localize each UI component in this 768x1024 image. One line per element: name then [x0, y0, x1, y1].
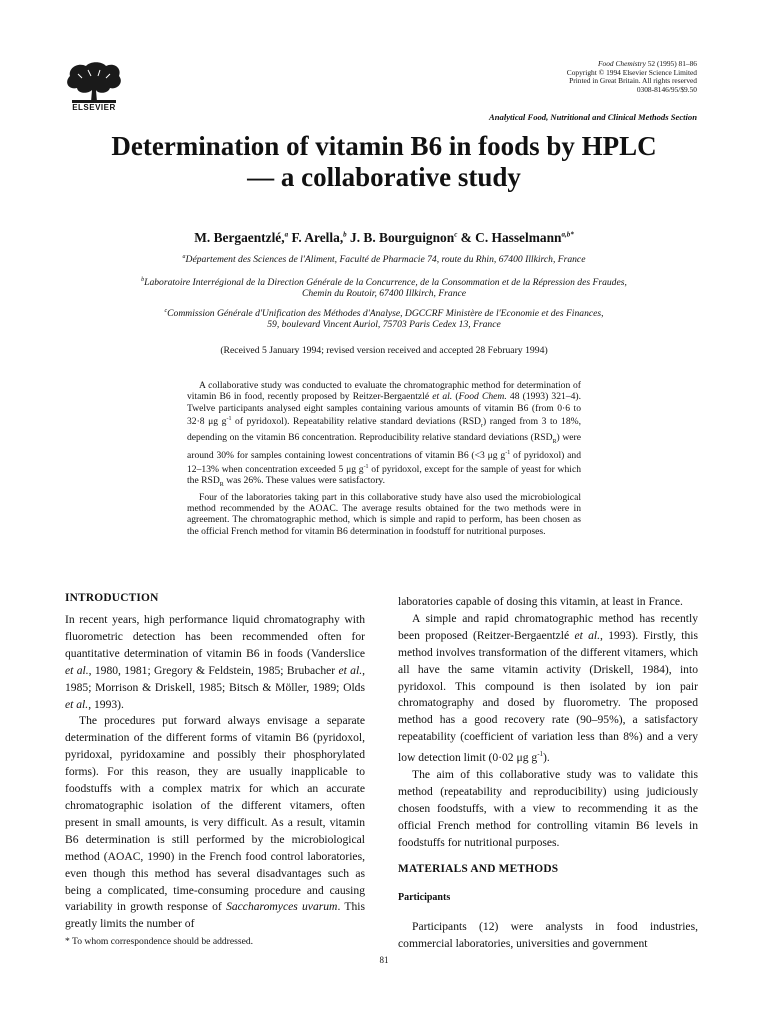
author-affiliation-mark: a,b* [561, 230, 574, 239]
subscript: r [481, 422, 483, 429]
body-text: In recent years, high performance liquid chromatography with fluorometric detection has been recommended often for quantitative determination of vitamin B6 in foods (Vanderslice [65, 613, 365, 660]
body-text: The procedures put forward always envisage a separate determination of the different forms of vitamin B6 (pyridoxol, pyridoxal, pyridoxamine and possibly their phosphorylated forms). For this reason, they are usually inapplicable to foodstuffs with a complex matrix for which an accurate chromatographic isolation of the different vitamers, often present in small amounts, is very difficult. As a result, vitamin B6 determination is still performed by the microbiological method (AOAC, 1990) in the French food control laboratories, even though this method has several disadvantages such as being a complicated, time-consuming procedure and causing variability in growth response of [65, 714, 365, 914]
tree-icon [64, 60, 124, 106]
body-italic: et al. [338, 663, 363, 677]
subscript: R [219, 482, 224, 489]
author-affiliation-mark: a [284, 230, 289, 239]
body-text: , 1980, 1981; Gregory & Feldstein, 1985; Brubacher [88, 663, 339, 677]
body-text: , 1993). [88, 697, 124, 711]
body-text: , 1993). Firstly, this method involves transformation of the different vitamers, which all have the same vitamin activity (Driskell, 1984), into pyridoxol. This compound is then isolated by ion pair chromatography and dosed by fluorometry. The proposed method has a good recovery rate (90–95%), a satisfactory repeatability (coefficient of variation less than 8%) and a very low detection limit (0·02 μg g [398, 628, 699, 765]
affiliation-b [60, 275, 708, 299]
abstract-paragraph-1 [187, 380, 581, 492]
author-affiliation-mark: c [454, 230, 458, 239]
title-line-2: — a collaborative study [247, 162, 521, 192]
journal-info [567, 60, 697, 94]
body-italic: et al. [65, 663, 89, 677]
journal-name: Food Chemistry [598, 59, 646, 68]
publisher-logo-text: ELSEVIER [72, 103, 116, 112]
copyright-line: Copyright © 1994 Elsevier Science Limited [566, 67, 697, 77]
body-paragraph: laboratories capable of dosing this vitamin, at least in France. [398, 595, 683, 608]
body-paragraph [65, 612, 365, 713]
left-column [65, 612, 365, 933]
abstract-italic: et al. [432, 391, 453, 403]
received-dates: (Received 5 January 1994; revised version received and accepted 28 February 1994) [220, 345, 548, 356]
body-paragraph [398, 611, 698, 767]
author-name: M. Bergaentzlé, [194, 230, 285, 245]
body-text: ). [543, 751, 550, 765]
abstract-journal-ref: Food Chem. [458, 391, 507, 403]
abstract-text: of pyridoxol). Repeatability relative standard deviations (RSD [231, 416, 481, 428]
subscript: R [552, 439, 557, 446]
page-number: 81 [379, 955, 389, 965]
body-paragraph: The aim of this collaborative study was to validate this method (repeatability and reproducibility) using judiciously chosen foodstuffs, with a view to recommending it as the official French method for controlling vitamin B6 levels in foodstuffs for nutritional purposes. [398, 767, 698, 849]
body-text: . This greatly limits the number of [65, 900, 366, 931]
affiliation-text: Commission Générale d'Unification des Méthodes d'Analyse, DGCCRF Ministère de l'Economie et des Finances, [167, 308, 604, 320]
abstract-text: ) were around 30% for samples containing lowest concentrations of vitamin B6 (<3 μg g [187, 432, 581, 462]
affiliation-mark: c [164, 308, 168, 314]
author-name: J. B. Bourguignon [346, 230, 455, 245]
affiliation-a [60, 252, 708, 265]
superscript: -1 [226, 415, 232, 422]
author-name: F. Arella, [288, 230, 344, 245]
superscript: -1 [505, 450, 511, 457]
abstract-paragraph-2: Four of the laboratories taking part in this collaborative study have also used the microbiological method recommended by the AOAC. The average results obtained for the two methods were in agreement. The chromatographic method, which is simple and rapid to perform, has been chosen as the official French method for vitamin B6 determination in foodstuff for nutritional purposes. [187, 491, 581, 537]
affiliation-mark: b [141, 277, 145, 283]
correspondence-footnote: * To whom correspondence should be addressed. [65, 936, 254, 947]
participants-text [398, 919, 698, 953]
abstract-text: ( [452, 391, 459, 403]
superscript: -1 [537, 750, 544, 759]
affiliation-address: Chemin du Routoir, 67400 Illkirch, France [301, 288, 467, 300]
affiliation-text: Laboratoire Interrégional de la Direction Générale de la Concurrence, de la Consommation et de la Répression des Fraudes, [144, 277, 627, 289]
journal-volume: 52 (1995) 81–86 [645, 59, 697, 68]
abstract [187, 380, 581, 537]
article-title [0, 131, 768, 193]
abstract-text: ) ranged from 3 to 18%, depending on the vitamin B6 concentration. Reproducibility relative standard deviations (RSD [187, 416, 582, 444]
author-affiliation-mark: b [343, 230, 347, 239]
species-name: Saccharomyces uvarum [226, 900, 338, 914]
abstract-text: A collaborative study was conducted to evaluate the chromatographic method for determination of vitamin B6 in food, recently proposed by Reitzer-Bergaentzlé [187, 380, 581, 403]
section-heading-materials: MATERIALS AND METHODS [398, 863, 559, 875]
body-text: A simple and rapid chromatographic method has recently been proposed (Reitzer-Bergaentzlé [398, 611, 698, 642]
affiliation-address: 59, boulevard Vincent Auriol, 75703 Paris Cedex 13, France [267, 319, 501, 331]
superscript: -1 [363, 463, 369, 470]
right-column [398, 594, 698, 851]
abstract-text: 48 (1993) 321–4). Twelve participants analysed eight samples containing various amounts of vitamin B6 (from 0·6 to 32·8 μg g [187, 391, 581, 428]
issn-line: 0308-8146/95/$9.50 [636, 84, 697, 94]
title-line-1: Determination of vitamin B6 in foods by HPLC [111, 131, 657, 161]
abstract-text: of pyridoxol, except for the sample of yeast for which the RSD [187, 464, 581, 487]
abstract-text: of pyridoxol) and 12–13% when concentration exceeded 5 μg g [187, 450, 581, 476]
journal-section: Analytical Food, Nutritional and Clinical Methods Section [489, 112, 697, 122]
abstract-text: was 26%. These values were satisfactory. [223, 475, 385, 487]
body-text: , 1985; Morrison & Driskell, 1985; Bitsch & Möller, 1989; Olds [65, 663, 365, 694]
printed-line: Printed in Great Britain. All rights reserved [569, 76, 697, 86]
body-italic: et al. [65, 697, 89, 711]
body-paragraph [65, 713, 365, 933]
body-italic: et al. [574, 628, 601, 642]
affiliation-c [60, 306, 708, 330]
subsection-heading-participants: Participants [398, 892, 451, 903]
body-paragraph: Participants (12) were analysts in food industries, commercial laboratories, universities and government [398, 920, 698, 950]
section-heading-introduction: INTRODUCTION [65, 592, 159, 604]
author-list [0, 230, 768, 246]
author-name: & C. Hasselmann [457, 230, 562, 245]
affiliation-mark: a [182, 254, 186, 260]
affiliation-text: Département des Sciences de l'Aliment, Faculté de Pharmacie 74, route du Rhin, 67400 Illkirch, France [185, 254, 586, 266]
